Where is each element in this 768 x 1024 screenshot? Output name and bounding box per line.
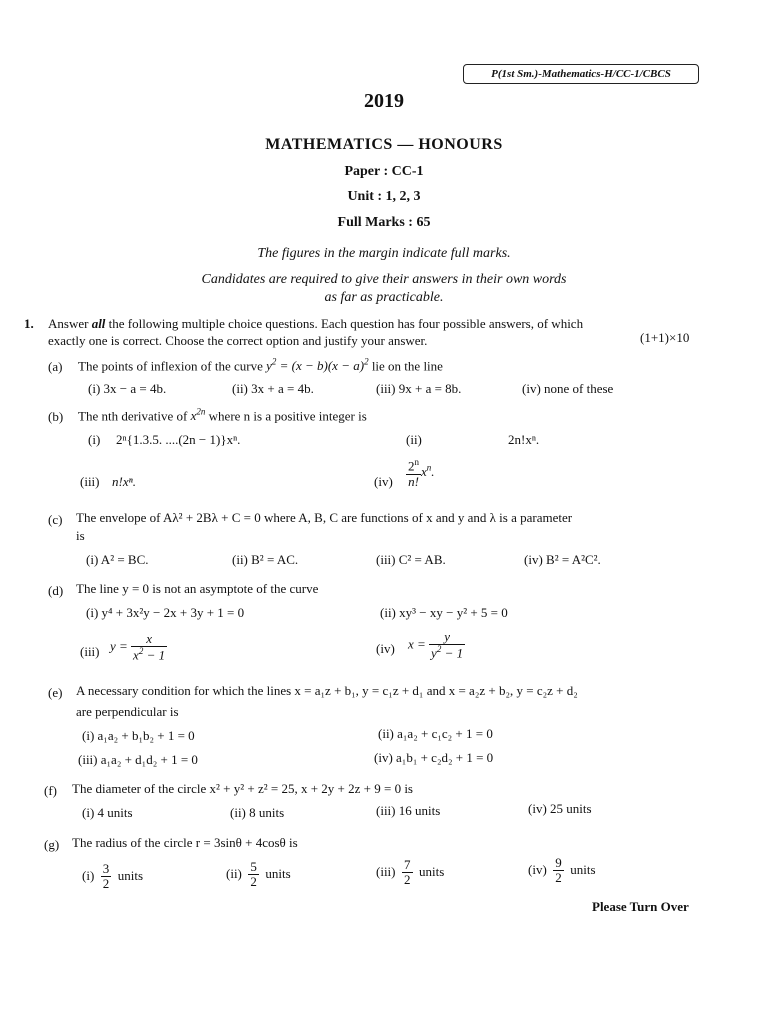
question-intro [48,316,583,332]
question-number: 1. [24,316,34,331]
option-g-2 [226,860,291,890]
option-d-3-label: (iii) [80,644,100,659]
option-d-1: (i) y⁴ + 3x²y − 2x + 3y + 1 = 0 [86,605,245,620]
please-turn-over: Please Turn Over [592,899,689,914]
option-d-2: (ii) xy³ − xy − y² + 5 = 0 [380,605,508,620]
label-f: (f) [44,783,57,798]
question-marks: (1+1)×10 [640,330,690,345]
question-f: The diameter of the circle x² + y² + z² = 25, x + 2y + 2z + 9 = 0 is [72,781,413,796]
option-g-4-den: 2 [555,870,562,886]
full-marks-label: Full Marks : 65 [337,215,431,230]
option-g-2-num: 5 [250,859,257,874]
option-c-1: (i) A² = BC. [86,552,149,567]
question-a-curve: $y^2 = (x - b)(x - a)^2$ [266,357,369,374]
option-g-3-units: units [419,863,445,879]
unit-label: Unit : 1, 2, 3 [347,189,421,204]
option-g-2-den: 2 [250,874,257,890]
subject-title: MATHEMATICS — HONOURS [265,136,503,153]
option-a-2: (ii) 3x + a = 4b. [232,381,314,396]
option-e-4: (iv) a₁b₁ + c₂d₂ + 1 = 0 [374,750,494,765]
question-d: The line y = 0 is not an asymptote of the curve [76,581,319,596]
option-b-1: 2ⁿ{1.3.5. ....(2n − 1)}xⁿ. [116,432,241,447]
option-b-2: 2n!xⁿ. [508,432,540,447]
question-b [78,407,367,424]
paper-code-box [463,64,699,84]
option-f-4: (iv) 25 units [528,801,592,816]
option-f-1: (i) 4 units [82,805,133,820]
intro-text-b: the following multiple choice questions. Each question has four possible answers, of which [105,316,584,331]
option-c-2: (ii) B² = AC. [232,552,299,567]
question-b-expr: $x^{2n}$ [190,407,206,424]
intro-all: all [91,316,106,331]
option-g-1-num: 3 [102,861,110,876]
option-d-4-label: (iv) [376,641,395,656]
option-g-1-den: 2 [102,876,110,892]
paper-label: Paper : CC-1 [344,164,424,179]
option-e-1: (i) a₁a₂ + b₁b₂ + 1 = 0 [82,728,195,743]
option-f-3: (iii) 16 units [376,803,441,818]
option-b-4-label: (iv) [374,474,393,489]
option-g-4-units: units [570,861,596,877]
instruction-line-1: The figures in the margin indicate full marks. [257,246,511,261]
option-g-4-num: 9 [555,855,562,870]
question-b-text-post: where n is a positive integer is [205,408,367,424]
option-a-1: (i) 3x − a = 4b. [88,381,167,396]
question-a [78,357,443,374]
question-intro-line-2: exactly one is correct. Choose the correct option and justify your answer. [48,333,428,348]
option-b-4: $\frac{2^n}{n!}$ $x^n$. [408,457,435,489]
option-g-3-label: (iii) [376,863,396,879]
label-b: (b) [48,409,64,424]
option-d-3: y = $\frac{x}{x^2 - 1}$ [110,631,166,663]
label-a: (a) [48,359,63,374]
instruction-line-2: Candidates are required to give their answers in their own words [201,272,567,287]
question-a-text-post: lie on the line [368,358,443,374]
option-e-2: (ii) a₁a₂ + c₁c₂ + 1 = 0 [378,726,493,741]
option-g-3 [376,858,444,888]
option-g-3-num: 7 [404,857,411,872]
option-d-4: x = $\frac{y}{y^2 - 1}$ [408,629,464,661]
option-b-2-label: (ii) [406,432,422,447]
option-g-4-label: (iv) [528,861,547,877]
option-c-4: (iv) B² = A²C². [524,552,601,567]
option-b-1-label: (i) [88,432,101,447]
option-a-3: (iii) 9x + a = 8b. [376,381,462,396]
question-c: The envelope of Aλ² + 2Bλ + C = 0 where A, B, C are functions of x and y and λ is a parameter [76,510,573,525]
question-g: The radius of the circle r = 3sinθ + 4cosθ is [72,835,298,850]
option-g-1 [82,862,143,892]
question-a-text-pre: The points of inflexion of the curve [78,358,267,374]
label-d: (d) [48,583,64,598]
option-g-3-den: 2 [404,872,411,888]
question-e: A necessary condition for which the lines x = a₁z + b₁, y = c₁z + d₁ and x = a₂z + b₂, y = c₂z + d₂ [76,683,578,698]
option-f-2: (ii) 8 units [230,805,285,820]
option-b-3: n!xⁿ. [112,474,136,489]
intro-text-a: Answer [48,316,92,331]
option-g-1-label: (i) [82,867,95,883]
option-c-3: (iii) C² = AB. [376,552,446,567]
option-a-4: (iv) none of these [522,381,614,396]
instruction-line-3: as far as practicable. [324,290,444,305]
label-e: (e) [48,685,63,700]
question-b-text-pre: The nth derivative of [78,408,191,424]
option-g-1-units: units [117,867,144,883]
option-g-2-units: units [265,865,291,881]
label-g: (g) [44,837,60,852]
question-e-line-2: are perpendicular is [76,704,179,719]
label-c: (c) [48,512,63,527]
option-b-3-label: (iii) [80,474,100,489]
option-e-3: (iii) a₁a₂ + d₁d₂ + 1 = 0 [78,752,198,767]
paper-code: P(1st Sm.)-Mathematics-H/CC-1/CBCS [491,68,671,80]
option-g-2-label: (ii) [226,865,242,881]
question-c-line-2: is [76,528,85,543]
exam-year: 2019 [364,90,404,112]
option-g-4 [528,856,596,886]
